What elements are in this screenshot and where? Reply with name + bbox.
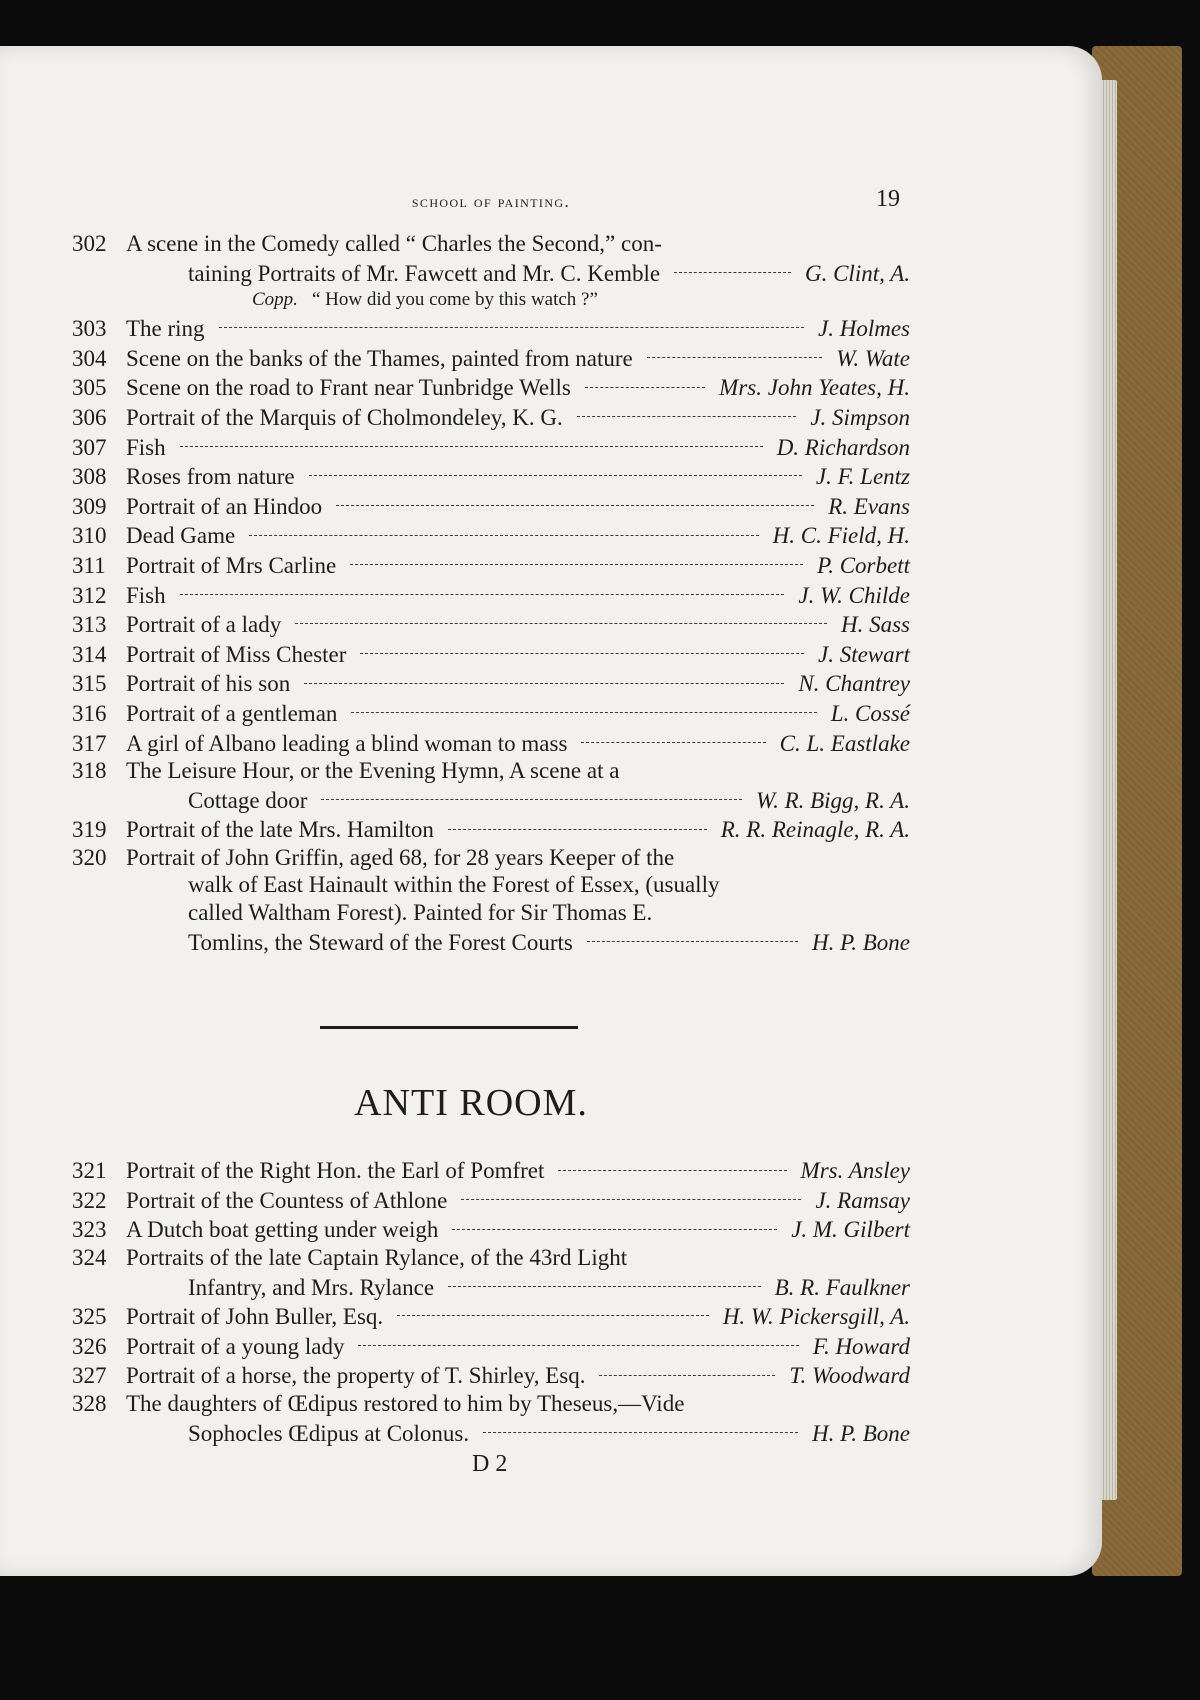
catalogue-entry — [72, 461, 910, 491]
entry-title: The daughters of Œdipus restored to him by Theseus,—Vide — [126, 1391, 685, 1416]
entry-title: The Leisure Hour, or the Evening Hymn, A scene at a — [126, 758, 620, 784]
dash-filler — [469, 1418, 812, 1441]
dash-filler — [434, 814, 721, 837]
dash-filler — [633, 343, 837, 366]
entry-number: 312 — [72, 582, 107, 608]
catalogue-entry — [72, 1331, 910, 1361]
entry-artist: W. Wate — [836, 345, 910, 371]
running-head: school of painting. — [411, 192, 571, 211]
entry-line — [72, 1155, 910, 1185]
dash-filler — [336, 550, 817, 573]
catalogue-entry — [72, 580, 910, 610]
entry-line — [72, 1185, 910, 1215]
entry-title: Portraits of the late Captain Rylance, of the 43rd Light — [126, 1245, 628, 1271]
entry-number: 302 — [72, 231, 107, 256]
entry-title: Sophocles Œdipus at Colonus. — [188, 1420, 470, 1446]
dash-filler — [660, 258, 805, 281]
entry-line — [72, 230, 910, 258]
entry-number: 309 — [72, 493, 107, 519]
entry-title: Portrait of John Griffin, aged 68, for 28 years Keeper of the — [126, 844, 675, 870]
catalogue-entry — [72, 728, 910, 758]
entry-title: Fish — [126, 434, 166, 460]
page-header — [72, 186, 910, 230]
dash-filler — [434, 1272, 775, 1295]
catalogue-entry — [72, 491, 910, 521]
entry-title: taining Portraits of Mr. Fawcett and Mr. C. Kemble — [188, 260, 661, 286]
entry-number: 322 — [72, 1187, 107, 1213]
entry-artist: H. Sass — [840, 612, 910, 638]
entry-number: 325 — [72, 1304, 107, 1330]
entry-line — [72, 1244, 910, 1272]
entry-artist: Mrs. Ansley — [800, 1158, 910, 1184]
entry-artist: T. Woodward — [789, 1363, 910, 1389]
entry-line — [72, 899, 910, 927]
entry-line — [72, 580, 910, 610]
entry-title: Portrait of a gentleman — [126, 700, 338, 726]
section-divider — [320, 1026, 578, 1029]
entry-title: Portrait of the Right Hon. the Earl of Pomfret — [126, 1158, 545, 1184]
entry-line — [72, 491, 910, 521]
entry-artist: J. Holmes — [818, 316, 910, 342]
dash-filler — [567, 728, 779, 751]
entry-artist: H. P. Bone — [812, 929, 910, 955]
dash-filler — [344, 1331, 812, 1354]
entry-number: 320 — [72, 844, 107, 870]
entry-artist: J. F. Lentz — [815, 464, 910, 490]
catalogue-entry — [72, 668, 910, 698]
catalogue-entry — [72, 313, 910, 343]
entry-artist: Mrs. John Yeates, H. — [719, 375, 910, 401]
entry-artist: B. R. Faulkner — [774, 1274, 910, 1300]
entry-line — [72, 258, 910, 288]
entry-line — [72, 609, 910, 639]
dash-filler — [281, 609, 841, 632]
dash-filler — [447, 1185, 815, 1208]
entry-title: Portrait of his son — [126, 671, 291, 697]
entry-line — [72, 1331, 910, 1361]
page-number: 19 — [876, 186, 900, 212]
entry-number: 303 — [72, 316, 107, 342]
catalogue-entry — [72, 1185, 910, 1215]
catalogue-entry — [72, 230, 910, 313]
entry-artist: D. Richardson — [776, 434, 910, 460]
entry-number: 324 — [72, 1245, 107, 1271]
entry-line — [72, 313, 910, 343]
entry-title: Infantry, and Mrs. Rylance — [188, 1274, 435, 1300]
page-content — [72, 186, 910, 1478]
entry-line — [72, 432, 910, 462]
entry-number: 323 — [72, 1217, 107, 1243]
entry-number: 328 — [72, 1391, 107, 1416]
entry-line — [72, 1272, 910, 1302]
entry-title: Portrait of Mrs Carline — [126, 552, 337, 578]
catalogue-entry — [72, 1360, 910, 1390]
entry-line — [72, 871, 910, 899]
dash-filler — [290, 668, 798, 691]
entry-line — [72, 1360, 910, 1390]
entries-anti-room — [72, 1155, 910, 1447]
entry-artist: L. Cossé — [830, 700, 910, 726]
entry-title: Portrait of John Buller, Esq. — [126, 1304, 384, 1330]
entry-number: 327 — [72, 1363, 107, 1389]
catalogue-entry — [72, 432, 910, 462]
quote-speaker: Copp. — [252, 289, 298, 311]
entry-number: 326 — [72, 1333, 107, 1359]
entry-number: 321 — [72, 1158, 107, 1184]
catalogue-entry — [72, 1155, 910, 1185]
entry-line — [72, 1418, 910, 1448]
entry-line — [72, 668, 910, 698]
entry-title: A Dutch boat getting under weigh — [126, 1217, 439, 1243]
catalogue-entry — [72, 1244, 910, 1301]
catalogue-entry — [72, 698, 910, 728]
entry-title: called Waltham Forest). Painted for Sir Thomas E. — [188, 900, 653, 926]
catalogue-entry — [72, 814, 910, 844]
entry-artist: G. Clint, A. — [804, 260, 910, 286]
entry-title: The ring — [126, 316, 205, 342]
entry-artist: C. L. Eastlake — [779, 730, 910, 756]
entry-artist: P. Corbett — [817, 552, 910, 578]
entry-artist: R. R. Reinagle, R. A. — [720, 817, 910, 843]
catalogue-page — [0, 46, 1102, 1576]
entry-number: 310 — [72, 523, 107, 549]
entry-number: 316 — [72, 700, 107, 726]
entry-number: 318 — [72, 758, 107, 784]
catalogue-entry — [72, 639, 910, 669]
entry-number: 304 — [72, 345, 107, 371]
entry-title: Portrait of the Marquis of Cholmondeley, K. G. — [126, 404, 563, 430]
catalogue-entry — [72, 1390, 910, 1447]
dash-filler — [205, 313, 818, 336]
entry-artist: H. W. Pickersgill, A. — [722, 1304, 910, 1330]
entry-title: Portrait of an Hindoo — [126, 493, 323, 519]
entry-title: Portrait of the Countess of Athlone — [126, 1187, 448, 1213]
catalogue-entry — [72, 1214, 910, 1244]
entry-line — [72, 402, 910, 432]
dash-filler — [337, 698, 830, 721]
entry-line — [72, 343, 910, 373]
catalogue-entry — [72, 372, 910, 402]
entry-number: 313 — [72, 612, 107, 638]
entry-line — [72, 372, 910, 402]
entry-number: 305 — [72, 375, 107, 401]
quote-text: “ How did you come by this watch ?” — [311, 289, 598, 311]
entry-line — [72, 550, 910, 580]
signature-mark: D 2 — [472, 1451, 508, 1478]
catalogue-entry — [72, 520, 910, 550]
dash-filler — [571, 372, 719, 395]
entry-quote — [72, 287, 910, 313]
dash-filler — [544, 1155, 800, 1178]
dash-filler — [573, 927, 812, 950]
entry-artist: J. Ramsay — [815, 1187, 910, 1213]
entry-line — [72, 520, 910, 550]
entry-number: 317 — [72, 730, 107, 756]
dash-filler — [383, 1301, 723, 1324]
catalogue-entry — [72, 609, 910, 639]
dash-filler — [295, 461, 816, 484]
entry-title: Fish — [126, 582, 166, 608]
dash-filler — [307, 785, 756, 808]
entry-artist: J. Simpson — [810, 404, 910, 430]
entry-line — [72, 785, 910, 815]
entry-artist: J. W. Childe — [798, 582, 910, 608]
entry-artist: F. Howard — [812, 1333, 910, 1359]
entry-line — [72, 1214, 910, 1244]
catalogue-entry — [72, 343, 910, 373]
entry-line — [72, 844, 910, 872]
catalogue-entry — [72, 757, 910, 814]
entry-number: 308 — [72, 464, 107, 490]
entry-title: Portrait of a young lady — [126, 1333, 345, 1359]
entry-title: walk of East Hainault within the Forest of Essex, (usually — [188, 872, 720, 898]
entry-number: 319 — [72, 817, 107, 843]
entry-line — [72, 814, 910, 844]
catalogue-entry — [72, 844, 910, 956]
entry-line — [72, 698, 910, 728]
dash-filler — [346, 639, 818, 662]
entry-artist: N. Chantrey — [798, 671, 910, 697]
entry-artist: R. Evans — [828, 493, 910, 519]
entry-line — [72, 639, 910, 669]
entry-artist: J. Stewart — [818, 641, 910, 667]
dash-filler — [563, 402, 811, 425]
entry-title: Dead Game — [126, 523, 236, 549]
entry-number: 307 — [72, 434, 107, 460]
entry-artist: H. C. Field, H. — [772, 523, 910, 549]
entry-number: 314 — [72, 641, 107, 667]
dash-filler — [438, 1214, 791, 1237]
entry-number: 306 — [72, 404, 107, 430]
entry-number: 315 — [72, 671, 107, 697]
entry-title: Portrait of the late Mrs. Hamilton — [126, 817, 434, 843]
entry-title: A girl of Albano leading a blind woman to mass — [126, 730, 568, 756]
entry-line — [72, 757, 910, 785]
catalogue-entry — [72, 550, 910, 580]
entry-line — [72, 1301, 910, 1331]
entry-number: 311 — [72, 552, 106, 578]
dash-filler — [166, 432, 777, 455]
entry-title: Scene on the road to Frant near Tunbridge Wells — [126, 375, 571, 401]
entry-title: Tomlins, the Steward of the Forest Courts — [188, 929, 573, 955]
dash-filler — [235, 520, 772, 543]
entry-title: Cottage door — [188, 787, 308, 813]
entry-artist: H. P. Bone — [812, 1420, 910, 1446]
entry-line — [72, 927, 910, 957]
catalogue-entry — [72, 402, 910, 432]
entry-line — [72, 461, 910, 491]
catalogue-entry — [72, 1301, 910, 1331]
dash-filler — [585, 1360, 789, 1383]
dash-filler — [322, 491, 828, 514]
entry-title: Portrait of Miss Chester — [126, 641, 347, 667]
entries-school-of-painting — [72, 230, 910, 956]
entry-title: Scene on the banks of the Thames, painted from nature — [126, 345, 633, 371]
entry-artist: J. M. Gilbert — [791, 1217, 910, 1243]
dash-filler — [166, 580, 799, 603]
entry-title: Portrait of a lady — [126, 612, 282, 638]
entry-line — [72, 728, 910, 758]
entry-title: Portrait of a horse, the property of T. Shirley, Esq. — [126, 1363, 586, 1389]
entry-title: A scene in the Comedy called “ Charles the Second,” con- — [126, 231, 662, 256]
entry-artist: W. R. Bigg, R. A. — [756, 787, 910, 813]
section-heading: ANTI ROOM. — [354, 1082, 588, 1125]
entry-title: Roses from nature — [126, 464, 295, 490]
entry-line — [72, 1390, 910, 1418]
